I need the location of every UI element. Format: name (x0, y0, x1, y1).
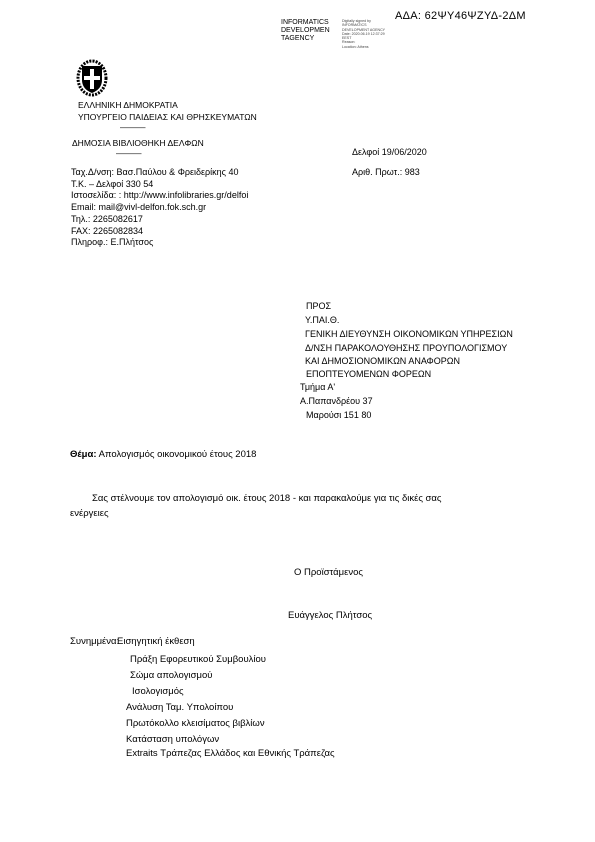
microtext-line: EEST (342, 36, 352, 41)
country-name: ΕΛΛΗΝΙΚΗ ΔΗΜΟΚΡΑΤΙΑ (78, 100, 178, 110)
signature-org-line: INFORMATICS (281, 19, 329, 26)
contact-block (71, 167, 248, 249)
microtext-line: Date: 2020.06.19 12:37:29 (342, 31, 385, 36)
attachment-item: Ανάλυση Ταμ. Υπολοίπου (126, 702, 234, 713)
recipient-line: Υ.ΠΑΙ.Θ. (305, 315, 340, 325)
contact-info: Πληροφ.: Ε.Πλήτσος (71, 237, 154, 248)
contact-phone: Τηλ.: 2265082617 (71, 213, 143, 224)
signature-organization (281, 19, 330, 43)
recipient-line: ΚΑΙ ΔΗΜΟΣΙΟΝΟΜΙΚΩΝ ΑΝΑΦΟΡΩΝ (305, 356, 460, 366)
signature-microtext (342, 19, 385, 49)
recipient-label: ΠΡΟΣ (306, 301, 332, 311)
ministry-name: ΥΠΟΥΡΓΕΙΟ ΠΑΙΔΕΙΑΣ ΚΑΙ ΘΡΗΣΚΕΥΜΑΤΩΝ (78, 112, 257, 122)
attachments-label: Συνημμένα: (70, 636, 120, 647)
recipient-line: ΕΠΟΠΤΕΥΟΜΕΝΩΝ ΦΟΡΕΩΝ (306, 369, 432, 379)
attachment-item: Ισολογισμός (132, 686, 184, 697)
recipient-line: Μαρούσι 151 80 (306, 410, 372, 420)
contact-postcode: Τ.Κ. – Δελφοί 330 54 (71, 178, 154, 189)
header-divider: ——— (120, 122, 146, 132)
recipient-line: ΓΕΝΙΚΗ ΔΙΕΥΘΥΝΣΗ ΟΙΚΟΝΟΜΙΚΩΝ ΥΠΗΡΕΣΙΩΝ (305, 329, 513, 339)
body-line: Σας στέλνουμε τον απολογισμό οικ. έτους 2018 - και παρακαλούμε για τις δικές σας (92, 493, 442, 504)
greek-emblem-icon (74, 58, 110, 98)
contact-fax: FAX: 2265082834 (71, 225, 144, 236)
subject-label: Θέμα: (70, 449, 97, 460)
body-line: ενέργειες (70, 508, 109, 519)
attachment-item: Πρωτόκολλο κλεισίματος βιβλίων (126, 718, 265, 729)
recipient-line: Δ/ΝΣΗ ΠΑΡΑΚΟΛΟΥΘΗΣΗΣ ΠΡΟΥΠΟΛΟΓΙΣΜΟΥ (305, 343, 508, 353)
attachment-item: Κατάσταση υπολόγων (126, 734, 220, 745)
contact-website: Ιστοσελίδα: : http://www.infolibraries.gr/delfoi (71, 190, 249, 201)
microtext-line: Digitally signed by (342, 19, 371, 23)
attachment-item: Πράξη Εφορευτικού Συμβουλίου (130, 654, 266, 665)
subject-text: Απολογισμός οικονομικού έτους 2018 (98, 449, 257, 460)
signature-org-line: TAGENCY (281, 35, 315, 42)
recipient-line: Τμήμα Α' (300, 382, 336, 392)
ada-stamp: ΑΔΑ: 62ΨΥ46ΨΖΥΔ-2ΔΜ (395, 10, 526, 22)
contact-address: Ταχ.Δ/νση: Βασ.Παύλου & Φρειδερίκης 40 (71, 167, 239, 177)
signature-org-line: DEVELOPMEN (281, 27, 330, 34)
microtext-line: DEVELOPMENT AGENCY (342, 27, 386, 32)
signatory-title: Ο Προϊστάμενος (294, 567, 363, 578)
protocol-number: Αριθ. Πρωτ.: 983 (352, 167, 420, 177)
document-date: Δελφοί 19/06/2020 (352, 147, 427, 157)
attachment-item: Σώμα απολογισμού (130, 670, 213, 681)
microtext-line: Reason: (342, 40, 356, 45)
attachment-item: Εισηγητική έκθεση (117, 636, 195, 647)
library-name: ΔΗΜΟΣΙΑ ΒΙΒΛΙΟΘΗΚΗ ΔΕΛΦΩΝ (72, 138, 204, 148)
contact-email: Email: mail@vivl-delfon.fok.sch.gr (71, 202, 207, 213)
attachment-item: Extraits Τράπεζας Ελλάδος και Εθνικής Τράπεζας (126, 748, 335, 759)
header-divider: ——— (116, 148, 142, 158)
subject-line (70, 449, 256, 460)
microtext-line: Location: Athens (342, 44, 369, 49)
recipient-line: Α.Παπανδρέου 37 (300, 396, 373, 406)
microtext-line: INFORMATICS (342, 23, 367, 28)
signatory-name: Ευάγγελος Πλήτσος (288, 610, 373, 621)
